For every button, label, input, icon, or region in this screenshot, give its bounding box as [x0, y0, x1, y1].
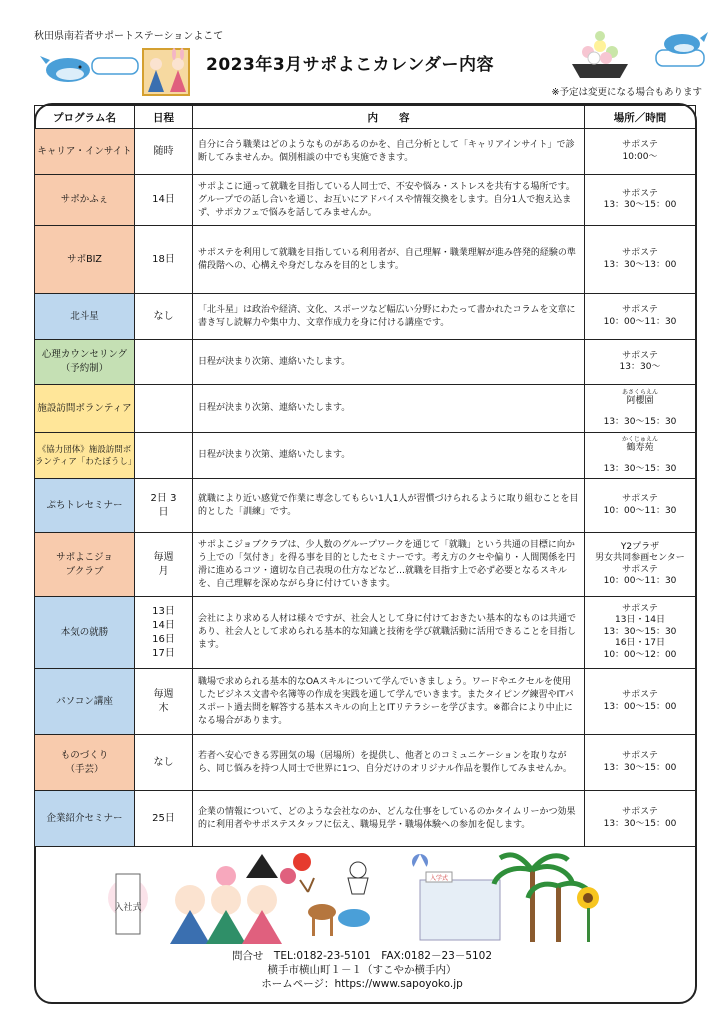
program-name: パソコン講座: [35, 669, 135, 735]
table-row: [35, 340, 696, 385]
page-title: 2023年3月サポよこカレンダー内容: [206, 55, 495, 75]
program-name: ものづくり（手芸）: [35, 735, 135, 791]
program-date: 2日 3日: [135, 479, 193, 533]
program-content: 若者へ安心できる雰囲気の場（居場所）を提供し、他者とのコミュニケーションを取りながら、同じ悩みを持つ人同士で世界に1つ、自分だけのオリジナル作品を製作してみませんか。: [193, 735, 585, 791]
school-building-icon: [412, 854, 500, 940]
spring-illustration: [40, 850, 690, 946]
program-content: サポよこジョブクラブは、少人数のグループワークを通じて「就職」という共通の目標に向かう上での「気付き」を得る事を目的としたセミナーです。考え方のクセや偏り・人間関係を円滑に進めるコツ・適切な自己表現の仕方などなど…就職を目指す上で必ず必要となるスキルを、自己理解を深めながら身に付けていきます。: [193, 533, 585, 597]
hina-dolls-icon: [170, 854, 296, 944]
program-date: 14日: [135, 175, 193, 226]
place: サポステ: [622, 603, 658, 614]
program-date: 毎週木: [135, 669, 193, 735]
program-date: [135, 433, 193, 479]
program-place-time: [585, 385, 696, 433]
place: サポステ: [622, 248, 658, 258]
program-place-time: [585, 479, 696, 533]
program-content: 自分に合う職業はどのようなものがあるのかを、自己分析として「キャリアインサイト」で診断してみませんか。個別相談の中でも実施できます。: [193, 129, 585, 175]
whale-icon: [338, 909, 370, 927]
place: サポステ: [622, 751, 658, 761]
sign-text: 入社式: [114, 903, 142, 913]
program-name: サポかふぇ: [35, 175, 135, 226]
program-name: キャリア・インサイト: [35, 129, 135, 175]
place: サポステ: [622, 807, 658, 817]
program-place-time: [585, 294, 696, 340]
header-date: 日程: [135, 106, 193, 129]
program-place-time: [585, 735, 696, 791]
program-place-time: [585, 533, 696, 597]
program-content: 「北斗星」は政治や経済、文化、スポーツなど幅広い分野にわたって書かれたコラムを文章に書き写し読解力や集中力、文章作成力を身に付ける講座です。: [193, 294, 585, 340]
place: サポステ: [622, 350, 658, 361]
place: サポステ: [622, 690, 658, 700]
teru-teru-bozu-icon: [348, 862, 368, 894]
deer-icon: [300, 878, 336, 936]
program-place-time: [585, 791, 696, 847]
time-2: 10：00～12：00: [603, 649, 677, 660]
time: 13：30～13：00: [603, 259, 677, 270]
program-name: 施設訪問ボランティア: [35, 385, 135, 433]
header-program: プログラム名: [35, 106, 135, 129]
table-row: [35, 479, 696, 533]
footer-contact: 問合せ TEL:0182-23-5101 FAX:0182－23－5102: [231, 950, 493, 962]
table-row: [35, 597, 696, 669]
place: サポステ: [622, 305, 658, 315]
program-table: [34, 105, 696, 847]
program-content: サポよこに通って就職を目指している人同士で、不安や悩み・ストレスを共有する場所です。グループでの話し合いを通じ、お互いにアドバイスや情報交換をします。自分1人で抱え込まず、サポカフェで悩みを話してみませんか。: [193, 175, 585, 226]
whale-icon: [40, 56, 90, 82]
program-date: なし: [135, 294, 193, 340]
whale-icon: [656, 32, 708, 66]
time: 13：30～15：30: [603, 626, 677, 637]
header-content: 内 容: [193, 106, 585, 129]
place: 鶴寿苑: [626, 443, 654, 453]
program-date: 13日 14日 16日 17日: [135, 597, 193, 669]
place-ruby: あさくらえん: [621, 389, 658, 396]
program-name: サポよこジョブクラブ: [35, 533, 135, 597]
program-place-time: [585, 129, 696, 175]
program-date: 25日: [135, 791, 193, 847]
organization-name: 秋田県南若者サポートステーションよこて: [34, 31, 224, 42]
footer-address: 横手市横山町１－１（すこやか横手内）: [267, 964, 457, 976]
time: 10：00～11：30: [603, 505, 677, 516]
header-illustration-left: [40, 42, 190, 102]
table-row: [35, 791, 696, 847]
table-row: [35, 129, 696, 175]
program-place-time: [585, 597, 696, 669]
schedule-note: ※予定は変更になる場合もあります: [551, 87, 702, 98]
time: 13：00～15：00: [603, 701, 677, 712]
hina-dolls-icon: [142, 48, 190, 96]
program-content: 会社により求める人材は様々ですが、社会人として身に付けておきたい基本的なものは共通であり、社会人として求められる基本的な知識と技術を学び就職活動に活用できることを目指します。: [193, 597, 585, 669]
program-date: [135, 385, 193, 433]
program-content: 就職により近い感覚で作業に専念してもらい1人1人が習慣づけられるように取り組むことを目的とした「訓練」です。: [193, 479, 585, 533]
header-illustration-right: [570, 30, 710, 88]
program-name: 北斗星: [35, 294, 135, 340]
table-row: [35, 175, 696, 226]
program-date: 18日: [135, 226, 193, 294]
time: 13：30～15：00: [603, 818, 677, 829]
program-place-time: [585, 226, 696, 294]
speech-bubble: [92, 58, 138, 74]
program-place-time: [585, 340, 696, 385]
program-content: 日程が決まり次第、連絡いたします。: [193, 385, 585, 433]
table-header-row: [35, 106, 696, 129]
time: 13：30～15：00: [603, 200, 677, 210]
program-place-time: [585, 669, 696, 735]
program-name: ぷちトレセミナー: [35, 479, 135, 533]
program-name: 本気の就勝: [35, 597, 135, 669]
time: 10：00～11：30: [603, 316, 677, 327]
table-row: [35, 669, 696, 735]
program-content: 職場で求められる基本的なOAスキルについて学んでいきましょう。ワードやエクセルを使用したビジネス文書や名簿等の作成を実践を通して学んでいきます。またタイピング練習やITパスポート過去問を解答する基本スキルの向上とITリテラシーを学びます。※都合により中止になる場合があります。: [193, 669, 585, 735]
place-line-2: 13日・14日: [615, 615, 665, 626]
program-content: 企業の情報について、どのような会社なのか、どんな仕事をしているのかタイムリーかつ効果的に利用者やサポステスタッフに伝え、職場見学・職場体験への参加を促します。: [193, 791, 585, 847]
place-line-3: 16日・17日: [615, 638, 665, 649]
sunflower-icon: [577, 887, 599, 942]
program-place-time: [585, 175, 696, 226]
time: 13：30～15：30: [603, 463, 677, 474]
place: サポステ: [622, 188, 658, 199]
program-date: 随時: [135, 129, 193, 175]
hina-arare-icon: [572, 31, 628, 78]
place-ruby: かくじゅえん: [621, 436, 658, 443]
building-sign-text: 入学式: [429, 875, 449, 882]
time: 13：30～15：00: [603, 762, 677, 773]
table-row: [35, 533, 696, 597]
time: 13：30～: [619, 362, 661, 372]
time: 13：30～15：30: [603, 416, 677, 427]
table-row: [35, 735, 696, 791]
entrance-ceremony-sign-icon: [108, 874, 148, 934]
place: 阿櫻園: [626, 396, 654, 406]
time: 10:00～: [622, 151, 658, 162]
program-date: なし: [135, 735, 193, 791]
time: 10：00～11：30: [603, 576, 677, 586]
table-row: [35, 226, 696, 294]
program-content: 日程が決まり次第、連絡いたします。: [193, 340, 585, 385]
program-name: サポBIZ: [35, 226, 135, 294]
header-place-time: 場所／時間: [585, 106, 696, 129]
program-date: [135, 340, 193, 385]
program-content: 日程が決まり次第、連絡いたします。: [193, 433, 585, 479]
table-row: [35, 294, 696, 340]
place: サポステ: [622, 140, 658, 150]
table-row: [35, 433, 696, 479]
program-date: 毎週月: [135, 533, 193, 597]
place-line-3: サポステ: [622, 564, 658, 575]
program-place-time: [585, 433, 696, 479]
program-name: 心理カウンセリング（予約制）: [35, 340, 135, 385]
place: Y2プラザ: [620, 541, 660, 552]
place-line-2: 男女共同参画センター: [595, 553, 685, 563]
footer-homepage-link[interactable]: ホームページ：https://www.sapoyoko.jp: [261, 978, 463, 990]
place: サポステ: [622, 494, 658, 504]
program-content: サポステを利用して就職を目指している利用者が、自己理解・職業理解が進み啓発的経験の準備段階への、心構えや身だしなみを目的とします。: [193, 226, 585, 294]
sun-icon: [293, 853, 311, 871]
table-row: [35, 385, 696, 433]
program-name: 《協力団体》施設訪問ボランティア「わたぼうし」: [35, 433, 135, 479]
program-name: 企業紹介セミナー: [35, 791, 135, 847]
